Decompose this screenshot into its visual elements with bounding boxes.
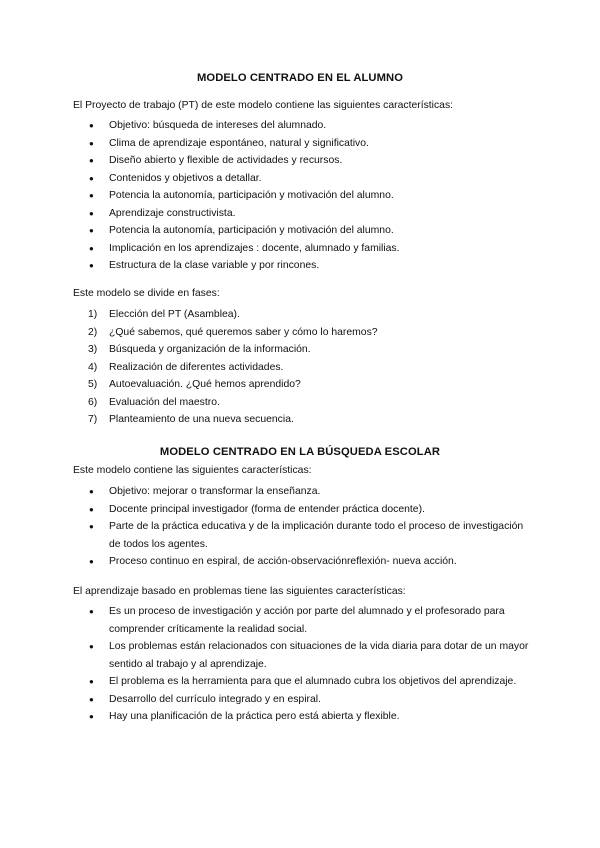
list-item: 3) Búsqueda y organización de la información.: [0, 341, 529, 359]
list-item: ● Hay una planificación de la práctica pero está abierta y flexible.: [0, 708, 529, 726]
list-number: 7): [88, 414, 98, 425]
list-item: ● Parte de la práctica educativa y de la implicación durante todo el proceso de investigación de todos los agentes.: [0, 518, 529, 553]
list-item: 1) Elección del PT (Asamblea).: [0, 306, 529, 324]
features-list-alumno: [0, 117, 529, 275]
bullet-icon: ●: [89, 226, 94, 235]
list-item: ● Implicación en los aprendizajes : docente, alumnado y familias.: [0, 240, 529, 258]
list-number: 1): [88, 309, 98, 320]
list-item: 4) Realización de diferentes actividades.: [0, 359, 529, 377]
list-item: ● Proceso continuo en espiral, de acción-observaciónreflexión- nueva acción.: [0, 553, 529, 571]
list-item: ● Desarrollo del currículo integrado y en espiral.: [0, 691, 529, 709]
list-item: ● Objetivo: búsqueda de intereses del alumnado.: [0, 117, 529, 135]
abp-features-list: [0, 603, 529, 726]
list-item: ● Aprendizaje constructivista.: [0, 205, 529, 223]
features-list-busqueda: [0, 483, 529, 571]
bullet-icon: ●: [89, 642, 94, 651]
bullet-icon: ●: [89, 712, 94, 721]
list-item: ● Potencia la autonomía, participación y motivación del alumno.: [0, 187, 529, 205]
phases-intro: Este modelo se divide en fases:: [73, 288, 220, 299]
bullet-icon: ●: [89, 138, 94, 148]
bullet-icon: ●: [89, 522, 94, 531]
list-item: ● Diseño abierto y flexible de actividades y recursos.: [0, 152, 529, 170]
list-item: ● Docente principal investigador (forma de entender práctica docente).: [0, 501, 529, 519]
abp-intro: El aprendizaje basado en problemas tiene las siguientes características:: [73, 586, 406, 597]
list-item: ● Contenidos y objetivos a detallar.: [0, 170, 529, 188]
bullet-icon: ●: [89, 607, 94, 616]
list-item: ● Clima de aprendizaje espontáneo, natural y significativo.: [0, 135, 529, 153]
section-title-alumno: MODELO CENTRADO EN EL ALUMNO: [196, 72, 404, 84]
list-number: 5): [88, 379, 98, 390]
bullet-icon: ●: [89, 191, 94, 200]
bullet-icon: ●: [89, 694, 94, 704]
bullet-icon: ●: [89, 557, 94, 566]
list-item: ● Estructura de la clase variable y por rincones.: [0, 257, 529, 275]
bullet-icon: ●: [89, 677, 94, 686]
bullet-icon: ●: [89, 208, 94, 218]
bullet-icon: ●: [89, 156, 94, 165]
list-item: 5) Autoevaluación. ¿Qué hemos aprendido?: [0, 376, 529, 394]
bullet-icon: ●: [89, 504, 94, 514]
list-number: 6): [88, 396, 98, 408]
list-number: 2): [88, 326, 98, 338]
list-item: 2) ¿Qué sabemos, qué queremos saber y cómo lo haremos?: [0, 324, 529, 342]
section-intro-busqueda: Este modelo contiene las siguientes características:: [73, 465, 312, 476]
list-item: ● Es un proceso de investigación y acción por parte del alumnado y el profesorado para comprender críticamente la realidad social.: [0, 603, 529, 638]
list-item: 6) Evaluación del maestro.: [0, 394, 529, 412]
section-intro-alumno: El Proyecto de trabajo (PT) de este modelo contiene las siguientes características:: [73, 100, 454, 111]
list-number: 4): [88, 361, 98, 373]
list-item: ● Potencia la autonomía, participación y motivación del alumno.: [0, 222, 529, 240]
list-item: ● El problema es la herramienta para que el alumnado cubra los objetivos del aprendizaje.: [0, 673, 529, 691]
list-item: ● Los problemas están relacionados con situaciones de la vida diaria para dotar de un mayor sentido al trabajo y al aprendizaje.: [0, 638, 529, 673]
list-item: ● Objetivo: mejorar o transformar la enseñanza.: [0, 483, 529, 501]
bullet-icon: ●: [89, 121, 94, 130]
list-item: 7) Planteamiento de una nueva secuencia.: [0, 411, 529, 429]
section-title-busqueda: MODELO CENTRADO EN LA BÚSQUEDA ESCOLAR: [159, 446, 441, 458]
bullet-icon: ●: [89, 261, 94, 270]
bullet-icon: ●: [89, 173, 94, 183]
phases-list: [0, 306, 529, 429]
bullet-icon: ●: [89, 243, 94, 253]
list-number: 3): [88, 344, 98, 355]
bullet-icon: ●: [89, 487, 94, 496]
